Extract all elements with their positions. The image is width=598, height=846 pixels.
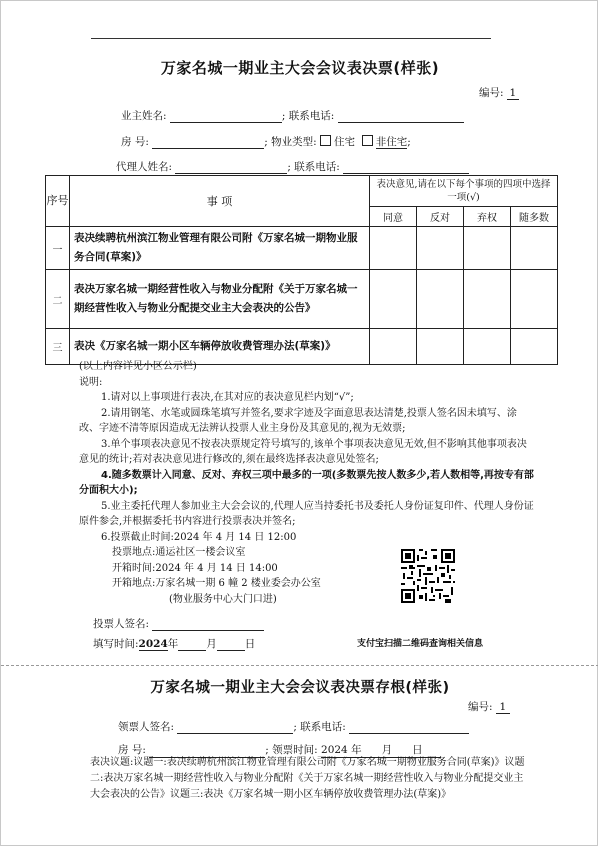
day-unit: 日 bbox=[244, 638, 256, 650]
fill-day-field[interactable] bbox=[217, 638, 245, 651]
agent-row: 代理人姓名: ; 联系电话: bbox=[116, 159, 469, 174]
notes-heading: 说明: bbox=[79, 376, 103, 388]
opinion-header: 表决意见,请在以下每个事项的四项中选择一项(√) bbox=[370, 176, 558, 207]
vote-table bbox=[45, 175, 558, 365]
stub-receiver-row: 领票人签名: ; 联系电话: bbox=[118, 719, 469, 734]
see-board-note: (以上内容详见小区公示栏) bbox=[79, 361, 197, 372]
non-residential-label: 非住宅 bbox=[375, 136, 408, 148]
note-6-open-time: 开箱时间:2024 年 4 月 14 日 14:00 bbox=[112, 562, 278, 574]
year-unit: 年 bbox=[167, 638, 179, 650]
row-number: 二 bbox=[46, 270, 70, 329]
ballot-title: 万家名城一期业主大会会议表决票(样张) bbox=[160, 59, 440, 77]
room-label: 房 号: bbox=[121, 136, 149, 148]
residential-label: 住宅 bbox=[334, 136, 356, 148]
non-residential-checkbox[interactable] bbox=[362, 135, 373, 146]
serial-number bbox=[479, 85, 519, 100]
note-2: 2.请用钢笔、水笔或圆珠笔填写并签名,要求字迹及字面意思表达清楚,投票人签名因未填写、涂改、字迹不清等原因造成无法辨认投票人业主身份及其意见的,视为无效票; bbox=[79, 407, 517, 434]
option-majority: 随多数 bbox=[511, 207, 558, 227]
stub-receiver-field[interactable] bbox=[177, 721, 293, 734]
row-item-text: 表决《万家名城一期小区车辆停放收费管理办法(草案)》 bbox=[70, 329, 370, 365]
stub-room-row: 房 号: ; 领票时间: 2024 年 月 日 bbox=[118, 742, 441, 758]
fill-time-label: 填写时间: bbox=[93, 638, 139, 650]
fill-time-row bbox=[93, 636, 255, 651]
phone-label: 联系电话: bbox=[288, 110, 335, 122]
row-number: 一 bbox=[46, 227, 70, 270]
option-agree: 同意 bbox=[370, 207, 417, 227]
cut-line bbox=[1, 665, 598, 666]
note-6-open-place: 开箱地点:万家名城一期 6 幢 2 楼业委会办公室 bbox=[112, 578, 321, 589]
serial-label: 编号: bbox=[479, 87, 504, 99]
fill-year: 2024 bbox=[138, 638, 168, 650]
option-abstain: 弃权 bbox=[464, 207, 511, 227]
vote-cell-majority[interactable] bbox=[511, 270, 558, 329]
row-number: 三 bbox=[46, 329, 70, 365]
note-6-place: 投票地点:通运社区一楼会议室 bbox=[112, 547, 246, 558]
row-item-text: 表决万家名城一期经营性收入与物业分配附《关于万家名城一期经营性收入与物业分配提交业主大会表决的公告》 bbox=[70, 270, 370, 329]
room-field[interactable] bbox=[152, 136, 264, 149]
vote-cell-oppose[interactable] bbox=[417, 270, 464, 329]
row-item-text: 表决续聘杭州滨江物业管理有限公司附《万家名城一期物业服务合同(草案)》 bbox=[70, 227, 370, 270]
table-header-row bbox=[46, 176, 558, 207]
stub-serial bbox=[468, 699, 510, 714]
instructions bbox=[79, 359, 534, 607]
stub-receiver-label: 领票人签名: bbox=[118, 721, 175, 733]
vote-cell-oppose[interactable] bbox=[417, 227, 464, 270]
note-6-open-place-2: (物业服务中心大门口进) bbox=[169, 593, 277, 605]
residential-checkbox[interactable] bbox=[320, 135, 331, 146]
stub-phone-label: 联系电话: bbox=[300, 721, 346, 733]
property-type-label: 物业类型: bbox=[271, 136, 317, 148]
voter-signature-field[interactable] bbox=[152, 618, 264, 631]
month-unit: 月 bbox=[206, 638, 217, 650]
table-row bbox=[46, 270, 558, 329]
phone2-field[interactable] bbox=[343, 161, 469, 174]
room-row: 房 号: ; 物业类型: 住宅 非住宅; bbox=[121, 136, 411, 148]
agent-name-label: 代理人姓名: bbox=[116, 161, 173, 173]
stub-room-label: 房 号: bbox=[118, 744, 146, 756]
stub-day: 日 bbox=[412, 744, 423, 756]
vote-cell-majority[interactable] bbox=[511, 227, 558, 270]
note-3: 3.单个事项表决意见不按表决票规定符号填写的,该单个事项表决意见无效,但不影响其他事项表决意见的统计;若对表决意见进行修改的,须在最终选择表决意见处签名; bbox=[79, 438, 527, 465]
qr-caption: 支付宝扫描二维码查询相关信息 bbox=[357, 639, 484, 649]
voter-signature-row bbox=[93, 616, 264, 631]
stub-month: 月 bbox=[381, 744, 393, 756]
voter-signature-label: 投票人签名: bbox=[93, 618, 150, 630]
stub-topics: 表决议题:议题一:表决续聘杭州滨江物业管理有限公司附《万家名城一期物业服务合同(草案)》议题二:表决万家名城一期经营性收入与物业分配附《关于万家名城一期经营性收入与物业分配提交业主大会表决的公告》议题三:表决《万家名城一期小区车辆停放收费管理办法(草案)》 bbox=[90, 757, 525, 800]
stub-phone-field[interactable] bbox=[349, 721, 469, 734]
note-4: 4.随多数票计入同意、反对、弃权三项中最多的一项(多数票先按人数多少,若人数相等,再按专有部分面积大小); bbox=[79, 469, 534, 496]
stub-year: 2024 年 bbox=[321, 744, 362, 756]
fill-month-field[interactable] bbox=[178, 638, 206, 651]
stub-receive-time-label: 领票时间: bbox=[272, 744, 318, 756]
owner-name-field[interactable] bbox=[170, 110, 282, 123]
vote-cell-agree[interactable] bbox=[370, 270, 417, 329]
note-1: 1.请对以上事项进行表决,在其对应的表决意见栏内划“√”; bbox=[101, 392, 354, 403]
vote-cell-abstain[interactable] bbox=[464, 270, 511, 329]
stub-serial-value: 1 bbox=[496, 701, 510, 714]
seq-header: 序号 bbox=[46, 176, 70, 227]
phone2-label: 联系电话: bbox=[294, 161, 340, 173]
stub-serial-label: 编号: bbox=[468, 701, 493, 713]
note-5: 5.业主委托代理人参加业主大会会议的,代理人应当持委托书及委托人身份证复印件、代理人身份证原件参会,并根据委托书内容进行投票表决并签名; bbox=[79, 500, 534, 527]
vote-cell-agree[interactable] bbox=[370, 227, 417, 270]
serial-value: 1 bbox=[507, 87, 519, 100]
top-rule bbox=[91, 38, 491, 39]
owner-name-label: 业主姓名: bbox=[121, 110, 167, 122]
item-header: 事 项 bbox=[70, 176, 370, 227]
phone-field[interactable] bbox=[338, 110, 464, 123]
vote-cell-abstain[interactable] bbox=[464, 227, 511, 270]
note-6-deadline: 6.投票截止时间:2024 年 4 月 14 日 12:00 bbox=[101, 531, 297, 543]
option-oppose: 反对 bbox=[417, 207, 464, 227]
agent-name-field[interactable] bbox=[175, 161, 287, 174]
table-row bbox=[46, 227, 558, 270]
stub-title: 万家名城一期业主大会会议表决票存根(样张) bbox=[150, 680, 450, 696]
qr-code-icon[interactable] bbox=[401, 549, 455, 603]
owner-name-row: 业主姓名: ; 联系电话: bbox=[121, 108, 464, 123]
